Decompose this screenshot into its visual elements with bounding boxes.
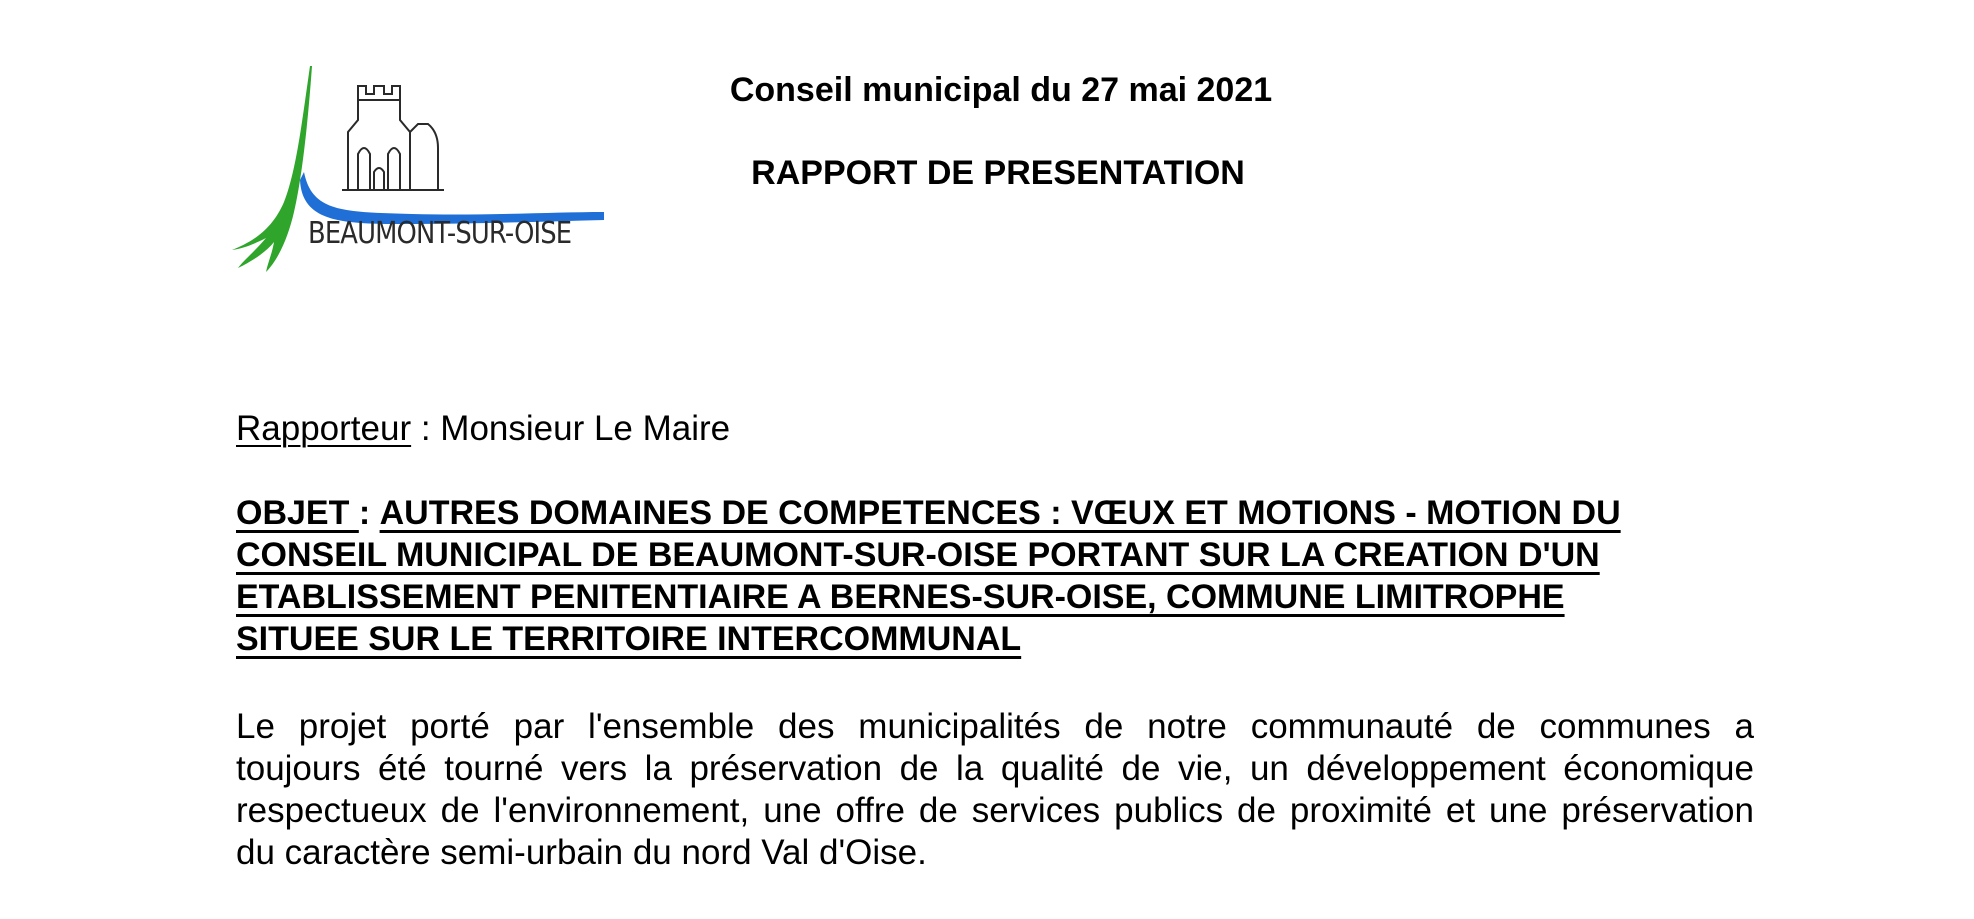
objet-text-line-3: ETABLISSEMENT PENITENTIAIRE A BERNES-SUR-OISE, COMMUNE LIMITROPHE	[236, 578, 1565, 616]
objet-label: OBJET	[236, 494, 359, 532]
objet-line-3	[236, 576, 1754, 618]
objet-section	[236, 492, 1754, 660]
paragraph-line-3: respectueux de l'environnement, une offre de services publics de proximité et une préservation	[236, 791, 1754, 830]
logo-text: BEAUMONT-SUR-OISE	[308, 216, 572, 251]
paragraph-line-4: du caractère semi-urbain du nord Val d'Oise.	[236, 833, 927, 872]
objet-line-2	[236, 534, 1754, 576]
objet-line-1	[236, 492, 1754, 534]
rapporteur-separator: :	[411, 409, 441, 448]
intro-paragraph	[236, 706, 1754, 874]
page-subtitle: RAPPORT DE PRESENTATION	[751, 154, 1245, 192]
objet-text-line-1: AUTRES DOMAINES DE COMPETENCES : VŒUX ET MOTIONS - MOTION DU	[379, 494, 1621, 532]
objet-line-4	[236, 618, 1754, 660]
rapporteur-value: Monsieur Le Maire	[440, 409, 731, 448]
paragraph-line-1: Le projet porté par l'ensemble des municipalités de notre communauté de communes a	[236, 707, 1754, 746]
objet-text-line-4: SITUEE SUR LE TERRITOIRE INTERCOMMUNAL	[236, 620, 1022, 658]
objet-text-line-2: CONSEIL MUNICIPAL DE BEAUMONT-SUR-OISE PORTANT SUR LA CREATION D'UN	[236, 536, 1600, 574]
objet-colon: :	[358, 494, 380, 532]
rapporteur-label: Rapporteur	[236, 409, 412, 448]
rapporteur-line	[236, 408, 1754, 450]
paragraph-line-2: toujours été tourné vers la préservation de la qualité de vie, un développement économique	[236, 749, 1754, 788]
page-title: Conseil municipal du 27 mai 2021	[729, 71, 1273, 109]
